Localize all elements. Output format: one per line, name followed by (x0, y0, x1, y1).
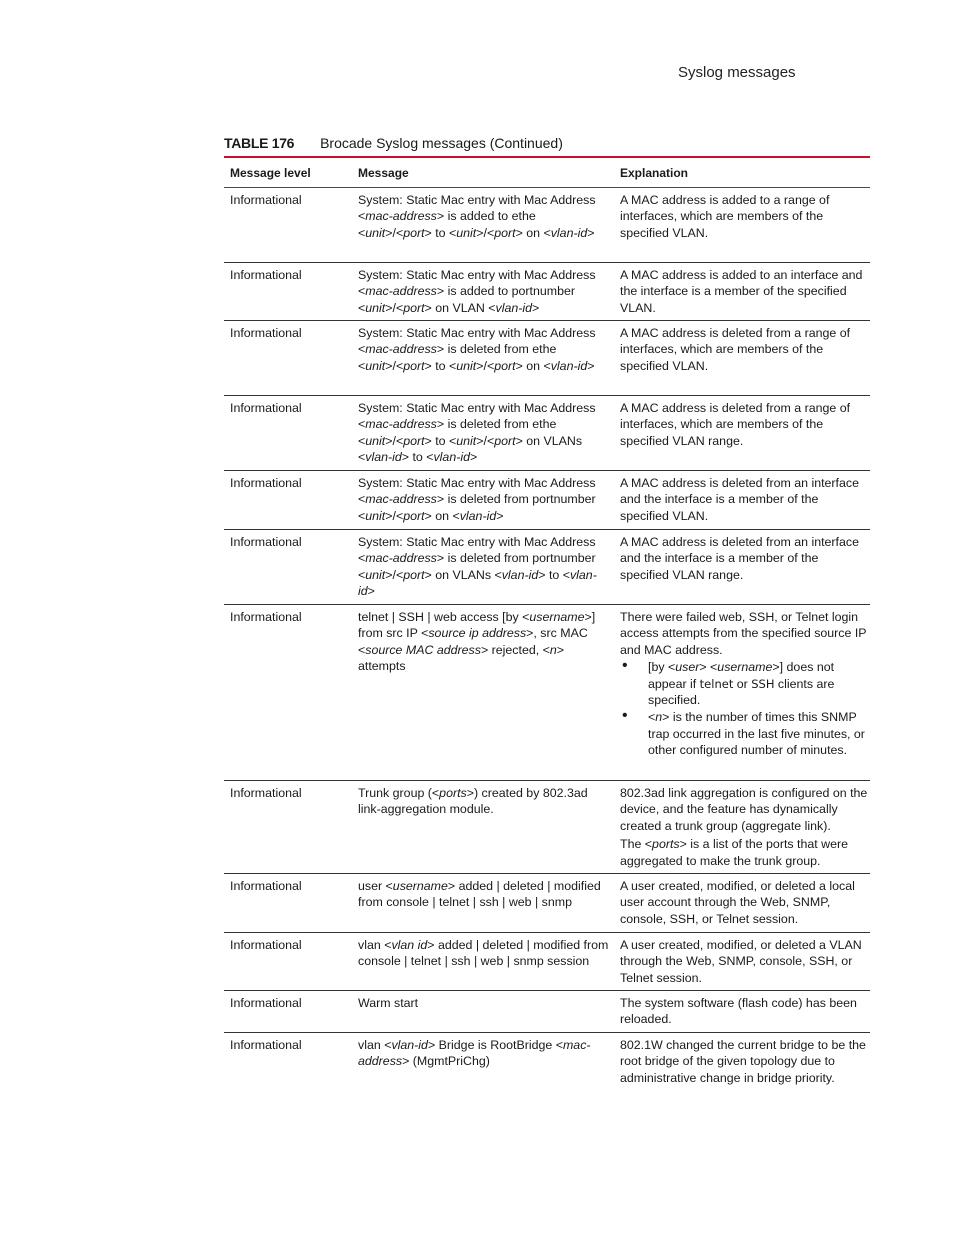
table-row (224, 188, 870, 263)
cell-explanation: A user created, modified, or deleted a VLAN through the Web, SNMP, console, SSH, or Telnet session. (620, 938, 862, 985)
explanation-text: 802.3ad link aggregation is configured on the device, and the feature has dynamically created a trunk group (aggregate link). (620, 786, 868, 833)
cell-explanation: A MAC address is added to a range of interfaces, which are members of the specified VLAN. (620, 193, 830, 240)
table-row (224, 1033, 870, 1093)
table-row (224, 874, 870, 933)
bullet-item: • <n> is the number of times this SNMP trap occurred in the last five minutes, or other configured number of minutes. (620, 709, 870, 758)
cell-message: user <username> added | deleted | modified from console | telnet | ssh | web | snmp (358, 879, 601, 910)
cell-message: vlan <vlan-id> Bridge is RootBridge <mac-address> (MgmtPriChg) (358, 1038, 591, 1069)
cell-message: telnet | SSH | web access [by <username>] from src IP <source ip address>, src MAC <source MAC address> rejected, <n> attempts (358, 610, 596, 674)
cell-message: Trunk group (<ports>) created by 802.3ad link-aggregation module. (358, 786, 588, 817)
cell-explanation: A MAC address is deleted from a range of interfaces, which are members of the specified VLAN range. (620, 401, 851, 448)
table-row (224, 933, 870, 991)
table-row (224, 321, 870, 396)
explanation-bullets (620, 659, 870, 758)
table-row (224, 530, 870, 605)
cell-message: vlan <vlan id> added | deleted | modified from console | telnet | ssh | web | snmp session (358, 938, 609, 969)
cell-level: Informational (230, 476, 302, 490)
cell-explanation: A MAC address is deleted from a range of interfaces, which are members of the specified VLAN. (620, 326, 851, 373)
table-header (224, 158, 870, 188)
header-message: Message (358, 165, 409, 180)
cell-level: Informational (230, 268, 302, 282)
cell-explanation: A MAC address is deleted from an interface and the interface is a member of the specified VLAN range. (620, 535, 859, 582)
explanation-text: There were failed web, SSH, or Telnet login access attempts from the specified source IP and MAC address. (620, 610, 867, 657)
cell-message: System: Static Mac entry with Mac Address <mac-address> is deleted from ethe <unit>/<port> to <unit>/<port> on VLANs <vlan-id> to <vlan-id> (358, 401, 596, 465)
header-message-level: Message level (230, 165, 311, 180)
cell-level: Informational (230, 879, 302, 893)
cell-message: System: Static Mac entry with Mac Address <mac-address> is added to portnumber <unit>/<port> on VLAN <vlan-id> (358, 268, 596, 315)
cell-explanation: A MAC address is added to an interface and the interface is a member of the specified VLAN. (620, 268, 863, 315)
cell-level: Informational (230, 535, 302, 549)
cell-explanation: The system software (flash code) has been reloaded. (620, 996, 857, 1027)
table-number: TABLE 176 (224, 135, 295, 151)
cell-level: Informational (230, 938, 302, 952)
table-row (224, 471, 870, 530)
table-caption (224, 135, 563, 151)
cell-level: Informational (230, 401, 302, 415)
running-head: Syslog messages (678, 64, 796, 81)
cell-level: Informational (230, 786, 302, 800)
cell-message: System: Static Mac entry with Mac Address <mac-address> is deleted from portnumber <unit>/<port> on <vlan-id> (358, 476, 596, 523)
cell-explanation (614, 784, 870, 868)
code-telnet: telnet (699, 676, 734, 691)
cell-explanation: A user created, modified, or deleted a local user account through the Web, SNMP, console, SSH, or Telnet session. (620, 879, 855, 926)
syslog-table (224, 156, 870, 1093)
table-title: Brocade Syslog messages (Continued) (320, 135, 563, 151)
cell-explanation: 802.1W changed the current bridge to be the root bridge of the given topology due to administrative change in bridge priority. (620, 1038, 866, 1085)
bullet-item: • [by <user> <username>] does not appear if telnet or SSH clients are specified. (620, 659, 870, 708)
table-row (224, 991, 870, 1033)
table-row (224, 605, 870, 781)
cell-level: Informational (230, 610, 302, 624)
cell-level: Informational (230, 1038, 302, 1052)
header-explanation: Explanation (620, 165, 689, 180)
table-row (224, 263, 870, 321)
cell-explanation: A MAC address is deleted from an interface and the interface is a member of the specified VLAN. (620, 476, 859, 523)
cell-explanation (614, 608, 870, 772)
cell-message: System: Static Mac entry with Mac Address <mac-address> is added to ethe <unit>/<port> to <unit>/<port> on <vlan-id> (358, 193, 596, 240)
cell-message: System: Static Mac entry with Mac Address <mac-address> is deleted from ethe <unit>/<port> to <unit>/<port> on <vlan-id> (358, 326, 596, 373)
code-ssh: SSH (751, 676, 775, 691)
cell-message: Warm start (358, 996, 419, 1010)
table-row (224, 781, 870, 874)
cell-level: Informational (230, 996, 302, 1010)
cell-level: Informational (230, 193, 302, 207)
explanation-text-2: The <ports> is a list of the ports that were aggregated to make the trunk group. (620, 837, 848, 868)
cell-level: Informational (230, 326, 302, 340)
table-row (224, 396, 870, 471)
cell-message: System: Static Mac entry with Mac Address <mac-address> is deleted from portnumber <unit>/<port> on VLANs <vlan-id> to <vlan-id> (358, 535, 597, 599)
